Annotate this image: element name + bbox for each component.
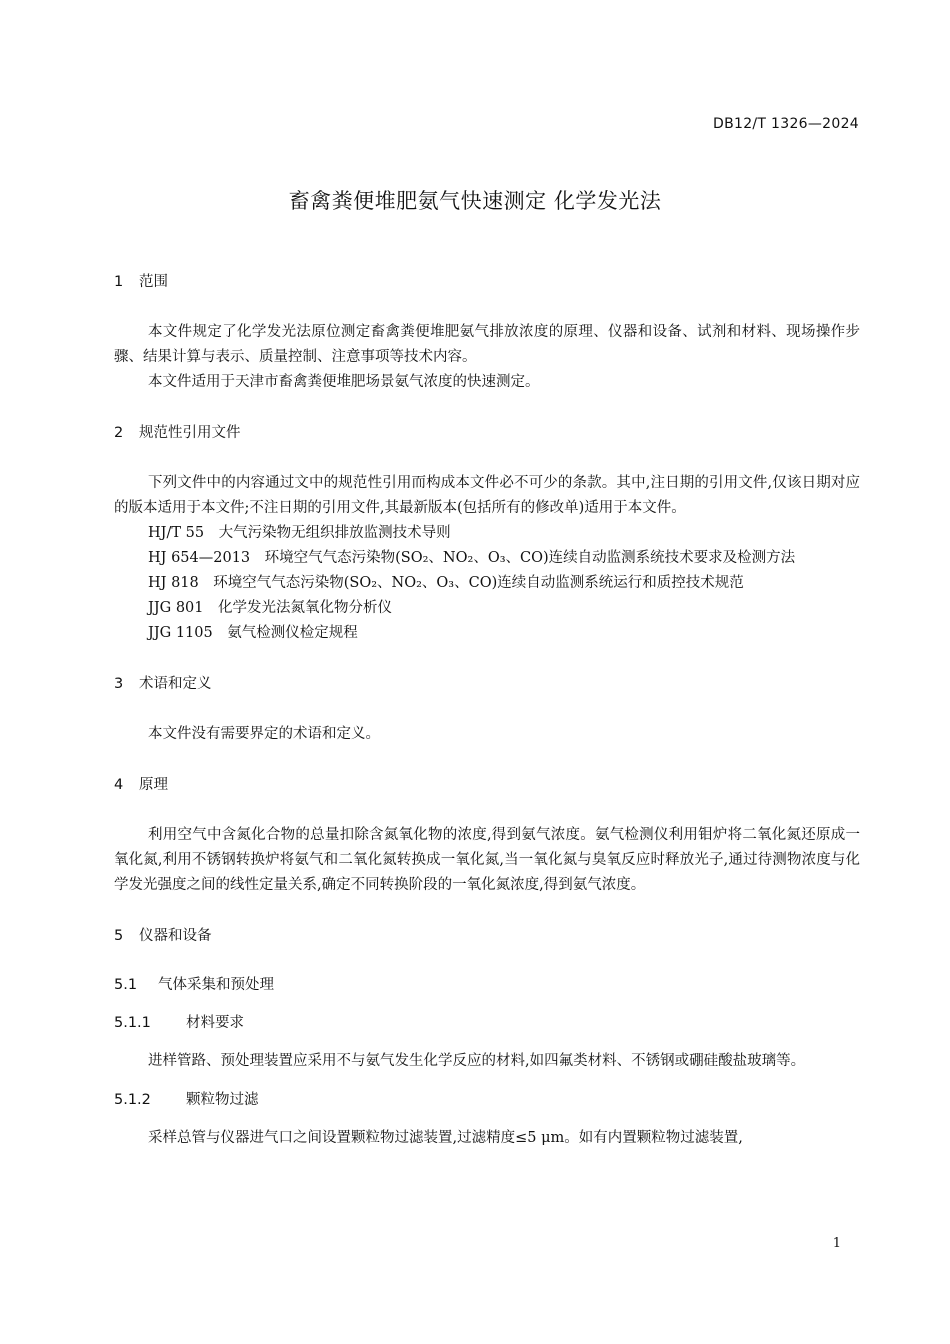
paragraph: 利用空气中含氮化合物的总量扣除含氮氧化物的浓度,得到氨气浓度。氨气检测仪利用钼炉将二氧化氮还原成一氧化氮,利用不锈钢转换炉将氨气和二氧化氮转换成一氧化氮,当一氧化氮与臭氧反应时释放光子,通过待测物浓度与化学发光强度之间的线性定量关系,确定不同转换阶段的一氧化氮浓度,得到氨气浓度。 (114, 827, 860, 893)
section-number: 5.1.2 (114, 1092, 151, 1108)
reference-item: HJ 654—2013 环境空气气态污染物(SO₂、NO₂、O₃、CO)连续自动监测系统技术要求及检测方法 (148, 550, 796, 566)
reference-item: HJ 818 环境空气气态污染物(SO₂、NO₂、O₃、CO)连续自动监测系统运行和质控技术规范 (148, 575, 744, 591)
section-heading-2 (114, 421, 860, 445)
section-number: 5 (114, 928, 124, 944)
section-title: 仪器和设备 (139, 928, 212, 944)
section-number: 4 (114, 777, 124, 793)
paragraph: 本文件适用于天津市畜禽粪便堆肥场景氨气浓度的快速测定。 (148, 374, 540, 390)
section-title: 颗粒物过滤 (186, 1092, 259, 1108)
page-number: 1 (832, 1236, 841, 1251)
section-number: 3 (114, 676, 124, 692)
section-title: 术语和定义 (139, 676, 212, 692)
section-title: 范围 (139, 274, 168, 290)
document-body (114, 270, 860, 1151)
section-number: 5.1 (114, 977, 138, 993)
subsection-heading-5-1-1 (114, 1011, 860, 1035)
reference-item: JJG 1105 氨气检测仪检定规程 (148, 625, 358, 641)
reference-item: HJ/T 55 大气污染物无组织排放监测技术导则 (148, 525, 451, 541)
section-heading-3 (114, 672, 860, 696)
reference-item: JJG 801 化学发光法氮氧化物分析仪 (148, 600, 392, 616)
section-heading-1 (114, 270, 860, 294)
subsection-heading-5-1-2 (114, 1088, 860, 1112)
paragraph: 本文件规定了化学发光法原位测定畜禽粪便堆肥氨气排放浓度的原理、仪器和设备、试剂和材料、现场操作步骤、结果计算与表示、质量控制、注意事项等技术内容。 (114, 324, 860, 365)
document-code: DB12/T 1326—2024 (713, 116, 859, 132)
paragraph: 进样管路、预处理装置应采用不与氨气发生化学反应的材料,如四氟类材料、不锈钢或硼硅酸盐玻璃等。 (148, 1053, 806, 1069)
section-title: 材料要求 (186, 1015, 244, 1031)
paragraph: 本文件没有需要界定的术语和定义。 (148, 726, 380, 742)
document-title: 畜禽粪便堆肥氨气快速测定 化学发光法 (288, 189, 662, 213)
section-heading-4 (114, 773, 860, 797)
section-number: 1 (114, 274, 124, 290)
section-number: 5.1.1 (114, 1015, 151, 1031)
section-number: 2 (114, 425, 124, 441)
subsection-heading-5-1 (114, 973, 860, 997)
paragraph: 采样总管与仪器进气口之间设置颗粒物过滤装置,过滤精度≤5 μm。如有内置颗粒物过滤装置, (148, 1130, 743, 1146)
section-title: 原理 (139, 777, 168, 793)
paragraph: 下列文件中的内容通过文中的规范性引用而构成本文件必不可少的条款。其中,注日期的引用文件,仅该日期对应的版本适用于本文件;不注日期的引用文件,其最新版本(包括所有的修改单)适用于本文件。 (114, 475, 860, 516)
section-heading-5 (114, 924, 860, 948)
section-title: 规范性引用文件 (139, 425, 241, 441)
section-title: 气体采集和预处理 (158, 977, 274, 993)
